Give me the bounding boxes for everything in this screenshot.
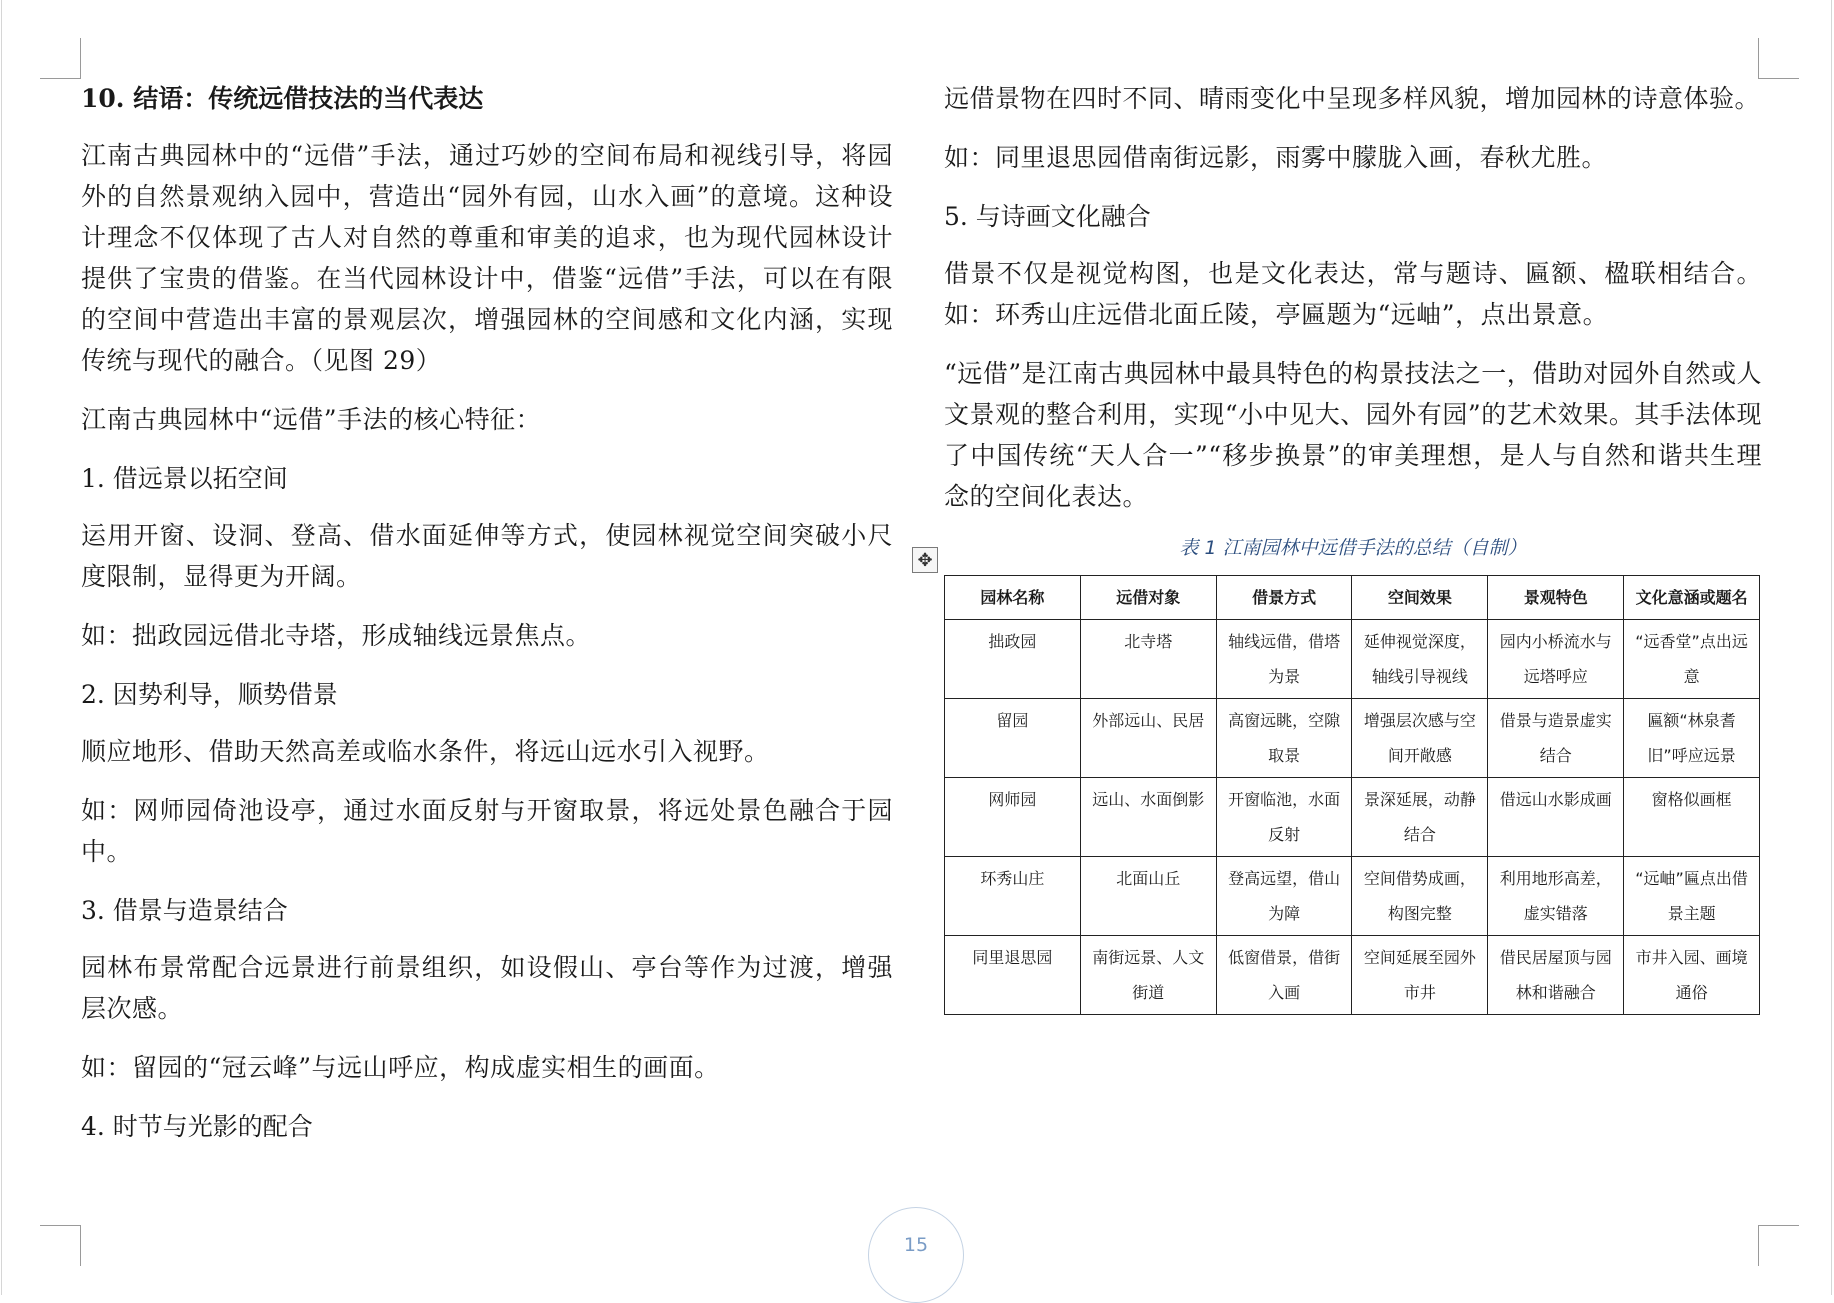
page-number: 15 — [868, 1207, 964, 1303]
item-1-desc: 运用开窗、设洞、登高、借水面延伸等方式，使园林视觉空间突破小尺度限制，显得更为开阔。 — [81, 521, 893, 591]
table-cell: 借远山水影成画 — [1488, 778, 1624, 857]
summary-table — [944, 575, 1760, 1015]
table-wrapper — [917, 549, 1762, 1015]
table-row — [945, 936, 1760, 1015]
table-header-cell: 空间效果 — [1352, 576, 1488, 620]
item-3-example: 如：留园的“冠云峰”与远山呼应，构成虚实相生的画面。 — [81, 1053, 720, 1082]
table-header-row — [945, 576, 1760, 620]
item-4-example: 如：同里退思园借南街远影，雨雾中朦胧入画，春秋尤胜。 — [944, 143, 1608, 172]
table-cell: 高窗远眺，空隙取景 — [1216, 699, 1352, 778]
crop-mark-top-right — [1758, 38, 1799, 79]
crop-mark-bottom-left — [40, 1225, 81, 1266]
table-cell: 同里退思园 — [945, 936, 1081, 1015]
table-cell: 园内小桥流水与远塔呼应 — [1488, 620, 1624, 699]
item-1-example: 如：拙政园远借北寺塔，形成轴线远景焦点。 — [81, 621, 592, 650]
item-4-desc: 远借景物在四时不同、晴雨变化中呈现多样风貌，增加园林的诗意体验。 — [944, 84, 1761, 113]
table-cell: 借景与造景虚实结合 — [1488, 699, 1624, 778]
table-cell: 空间借势成画，构图完整 — [1352, 857, 1488, 936]
table-row — [945, 857, 1760, 936]
table-cell: 低窗借景，借街入画 — [1216, 936, 1352, 1015]
table-cell: 北面山丘 — [1080, 857, 1216, 936]
table-header-cell: 借景方式 — [1216, 576, 1352, 620]
table-cell: 轴线远借，借塔为景 — [1216, 620, 1352, 699]
table-cell: 景深延展，动静结合 — [1352, 778, 1488, 857]
item-1-title: 1. 借远景以拓空间 — [81, 464, 288, 493]
crop-mark-bottom-right — [1758, 1225, 1799, 1266]
right-column — [917, 78, 1762, 1015]
section-heading: 10. 结语：传统远借技法的当代表达 — [81, 84, 484, 113]
table-header-cell: 景观特色 — [1488, 576, 1624, 620]
table-cell: 外部远山、民居 — [1080, 699, 1216, 778]
table-header-cell: 园林名称 — [945, 576, 1081, 620]
table-cell: 开窗临池，水面反射 — [1216, 778, 1352, 857]
table-header-cell: 远借对象 — [1080, 576, 1216, 620]
item-2-desc: 顺应地形、借助天然高差或临水条件，将远山远水引入视野。 — [81, 737, 770, 766]
item-2-title: 2. 因势利导，顺势借景 — [81, 680, 338, 709]
table-cell: 借民居屋顶与园林和谐融合 — [1488, 936, 1624, 1015]
item-3-desc: 园林布景常配合远景进行前景组织，如设假山、亭台等作为过渡，增强层次感。 — [81, 953, 893, 1023]
table-cell: 登高远望，借山为障 — [1216, 857, 1352, 936]
table-cell: 延伸视觉深度，轴线引导视线 — [1352, 620, 1488, 699]
table-cell: 窗格似画框 — [1624, 778, 1760, 857]
table-cell: 留园 — [945, 699, 1081, 778]
table-caption: 表 1 江南园林中远借手法的总结（自制） — [1179, 537, 1527, 559]
table-cell: “远香堂”点出远意 — [1624, 620, 1760, 699]
table-cell: 环秀山庄 — [945, 857, 1081, 936]
intro-paragraph: 江南古典园林中的“远借”手法，通过巧妙的空间布局和视线引导，将园外的自然景观纳入园中，营造出“园外有园，山水入画”的意境。这种设计理念不仅体现了古人对自然的尊重和审美的追求，也为现代园林设计提供了宝贵的借鉴。在当代园林设计中，借鉴“远借”手法，可以在有限的空间中营造出丰富的景观层次，增强园林的空间感和文化内涵，实现传统与现代的融合。（见图 29） — [81, 141, 893, 375]
item-5-title: 5. 与诗画文化融合 — [944, 202, 1151, 231]
move-icon[interactable]: ✥ — [912, 547, 938, 573]
table-cell: 市井入园、画境通俗 — [1624, 936, 1760, 1015]
item-2-example: 如：网师园倚池设亭，通过水面反射与开窗取景，将远处景色融合于园中。 — [81, 796, 893, 866]
table-cell: 远山、水面倒影 — [1080, 778, 1216, 857]
table-cell: 网师园 — [945, 778, 1081, 857]
table-header-cell: 文化意涵或题名 — [1624, 576, 1760, 620]
features-title: 江南古典园林中“远借”手法的核心特征： — [81, 405, 542, 434]
table-cell: 南街远景、人文街道 — [1080, 936, 1216, 1015]
table-cell: 利用地形高差，虚实错落 — [1488, 857, 1624, 936]
summary-paragraph: “远借”是江南古典园林中最具特色的构景技法之一，借助对园外自然或人文景观的整合利用，实现“小中见大、园外有园”的艺术效果。其手法体现了中国传统“天人合一”“移步换景”的审美理想，是人与自然和谐共生理念的空间化表达。 — [944, 359, 1762, 511]
table-row — [945, 620, 1760, 699]
table-row — [945, 778, 1760, 857]
table-row — [945, 699, 1760, 778]
table-cell: “远岫”匾点出借景主题 — [1624, 857, 1760, 936]
table-cell: 空间延展至园外市井 — [1352, 936, 1488, 1015]
table-cell: 北寺塔 — [1080, 620, 1216, 699]
item-4-title: 4. 时节与光影的配合 — [81, 1112, 313, 1141]
item-5-desc: 借景不仅是视觉构图，也是文化表达，常与题诗、匾额、楹联相结合。如：环秀山庄远借北面丘陵，亭匾题为“远岫”，点出景意。 — [944, 259, 1762, 329]
table-cell: 拙政园 — [945, 620, 1081, 699]
left-column — [81, 78, 893, 1163]
table-cell: 匾额“林泉耆旧”呼应远景 — [1624, 699, 1760, 778]
item-3-title: 3. 借景与造景结合 — [81, 896, 288, 925]
table-cell: 增强层次感与空间开敞感 — [1352, 699, 1488, 778]
crop-mark-top-left — [40, 38, 81, 79]
